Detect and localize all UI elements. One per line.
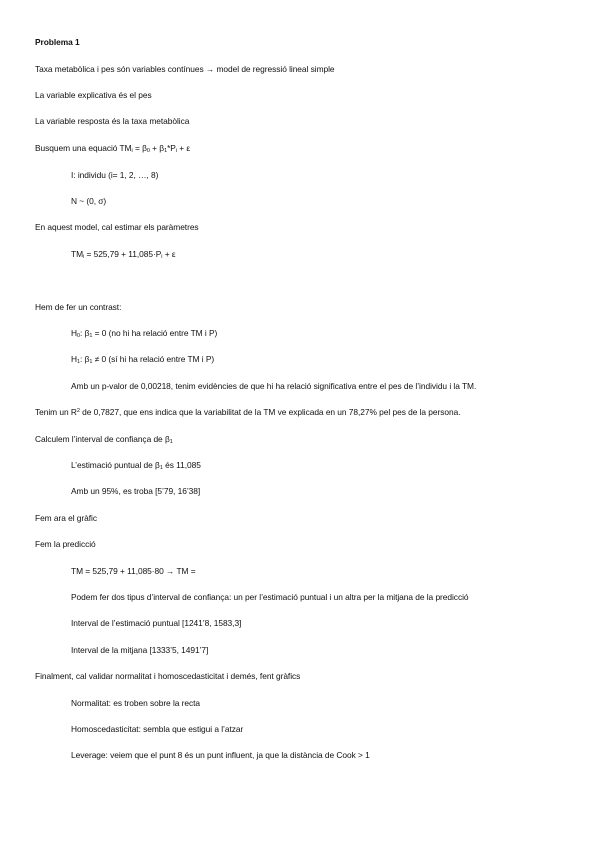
- response-variable-line: La variable resposta és la taxa metabòlica: [35, 116, 190, 126]
- homoscedasticity-line: Homoscedasticitat: sembla que estigui a l’atzar: [71, 724, 244, 734]
- normal-dist-line: N ~ (0, σ): [71, 196, 107, 206]
- point-estimate-line: L’estimació puntual de $\beta_1$ és 11,085: [71, 460, 201, 471]
- prediction-equation-line: TM = 525,79 + 11,085·80 → TM =: [71, 566, 196, 576]
- params-line: En aquest model, cal estimar els paràmetres: [35, 222, 199, 232]
- individual-line: I: individu (i= 1, 2, …, 8): [71, 170, 159, 180]
- normality-line: Normalitat: es troben sobre la recta: [71, 698, 201, 708]
- contrast-line: Hem de fer un contrast:: [35, 302, 122, 312]
- validation-line: Finalment, cal validar normalitat i homoscedasticitat i demés, fent gràfics: [35, 671, 301, 681]
- h0-line: $H_0$: $\beta_1 = 0$ (no hi ha relació entre TM i P): [71, 328, 218, 339]
- leverage-line: Leverage: veiem que el punt 8 és un punt influent, ja que la distància de Cook > 1: [71, 750, 370, 760]
- explanatory-variable-line: La variable explicativa és el pes: [35, 90, 152, 100]
- p-value-line: Amb un p-valor de 0,00218, tenim evidències de que hi ha relació significativa entre el pes de l’individu i la TM.: [71, 381, 477, 391]
- ci-95-line: Amb un 95%, es troba [5’79, 16’38]: [71, 486, 201, 496]
- mean-interval-line: Interval de la mitjana [1333’5, 1491’7]: [71, 645, 209, 655]
- r-squared-line: Tenim un $R^2$ de 0,7827, que ens indica que la variabilitat de la TM ve explicada en un 78,27% pel pes de la persona.: [35, 407, 461, 417]
- equation-line: Busquem una equació $TM_i = \beta_0 + \beta_1*P_i + \varepsilon$: [35, 143, 191, 154]
- graph-line: Fem ara el gràfic: [35, 513, 97, 523]
- prediction-line: Fem la predicció: [35, 539, 96, 549]
- point-interval-line: Interval de l’estimació puntual [1241’8, 1583,3]: [71, 618, 242, 628]
- ci-heading-line: Calculem l’interval de confiança de $\beta_1$: [35, 434, 173, 445]
- h1-line: $H_1$: $\beta_1 \ne 0$ (sí hi ha relació entre TM i P): [71, 354, 215, 365]
- doc-title: Problema 1: [35, 37, 80, 47]
- intro-line: Taxa metabòlica i pes són variables contínues → model de regressió lineal simple: [35, 64, 335, 74]
- interval-types-line: Podem fer dos tipus d’interval de confiança: un per l’estimació puntual i un altra per la mitjana de la predicció: [71, 592, 469, 602]
- fitted-equation-line: $TM_i = 525,79 + 11,085\cdot P_i + \varepsilon$: [71, 249, 176, 260]
